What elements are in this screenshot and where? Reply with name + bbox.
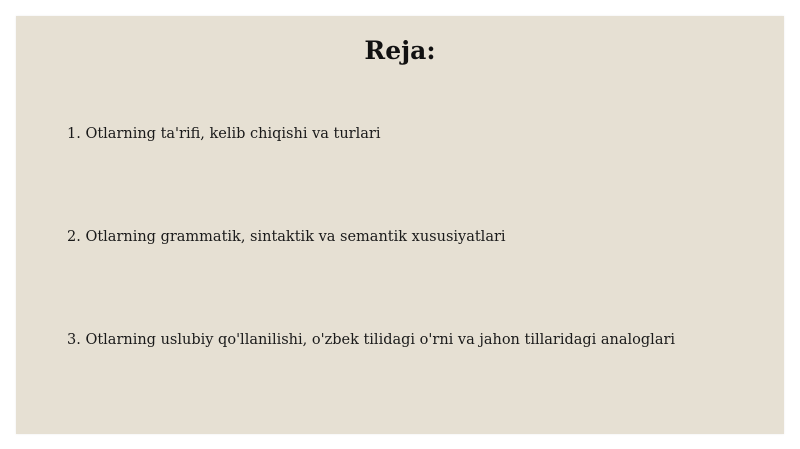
- plan-item-1: 1. Otlarning ta'rifi, kelib chiqishi va turlari: [67, 126, 381, 142]
- plan-item-2: 2. Otlarning grammatik, sintaktik va semantik xususiyatlari: [67, 229, 506, 245]
- slide-title: Reja:: [364, 36, 436, 65]
- plan-item-3: 3. Otlarning uslubiy qo'llanilishi, o'zbek tilidagi o'rni va jahon tillaridagi analoglari: [67, 332, 676, 348]
- slide: [16, 16, 784, 434]
